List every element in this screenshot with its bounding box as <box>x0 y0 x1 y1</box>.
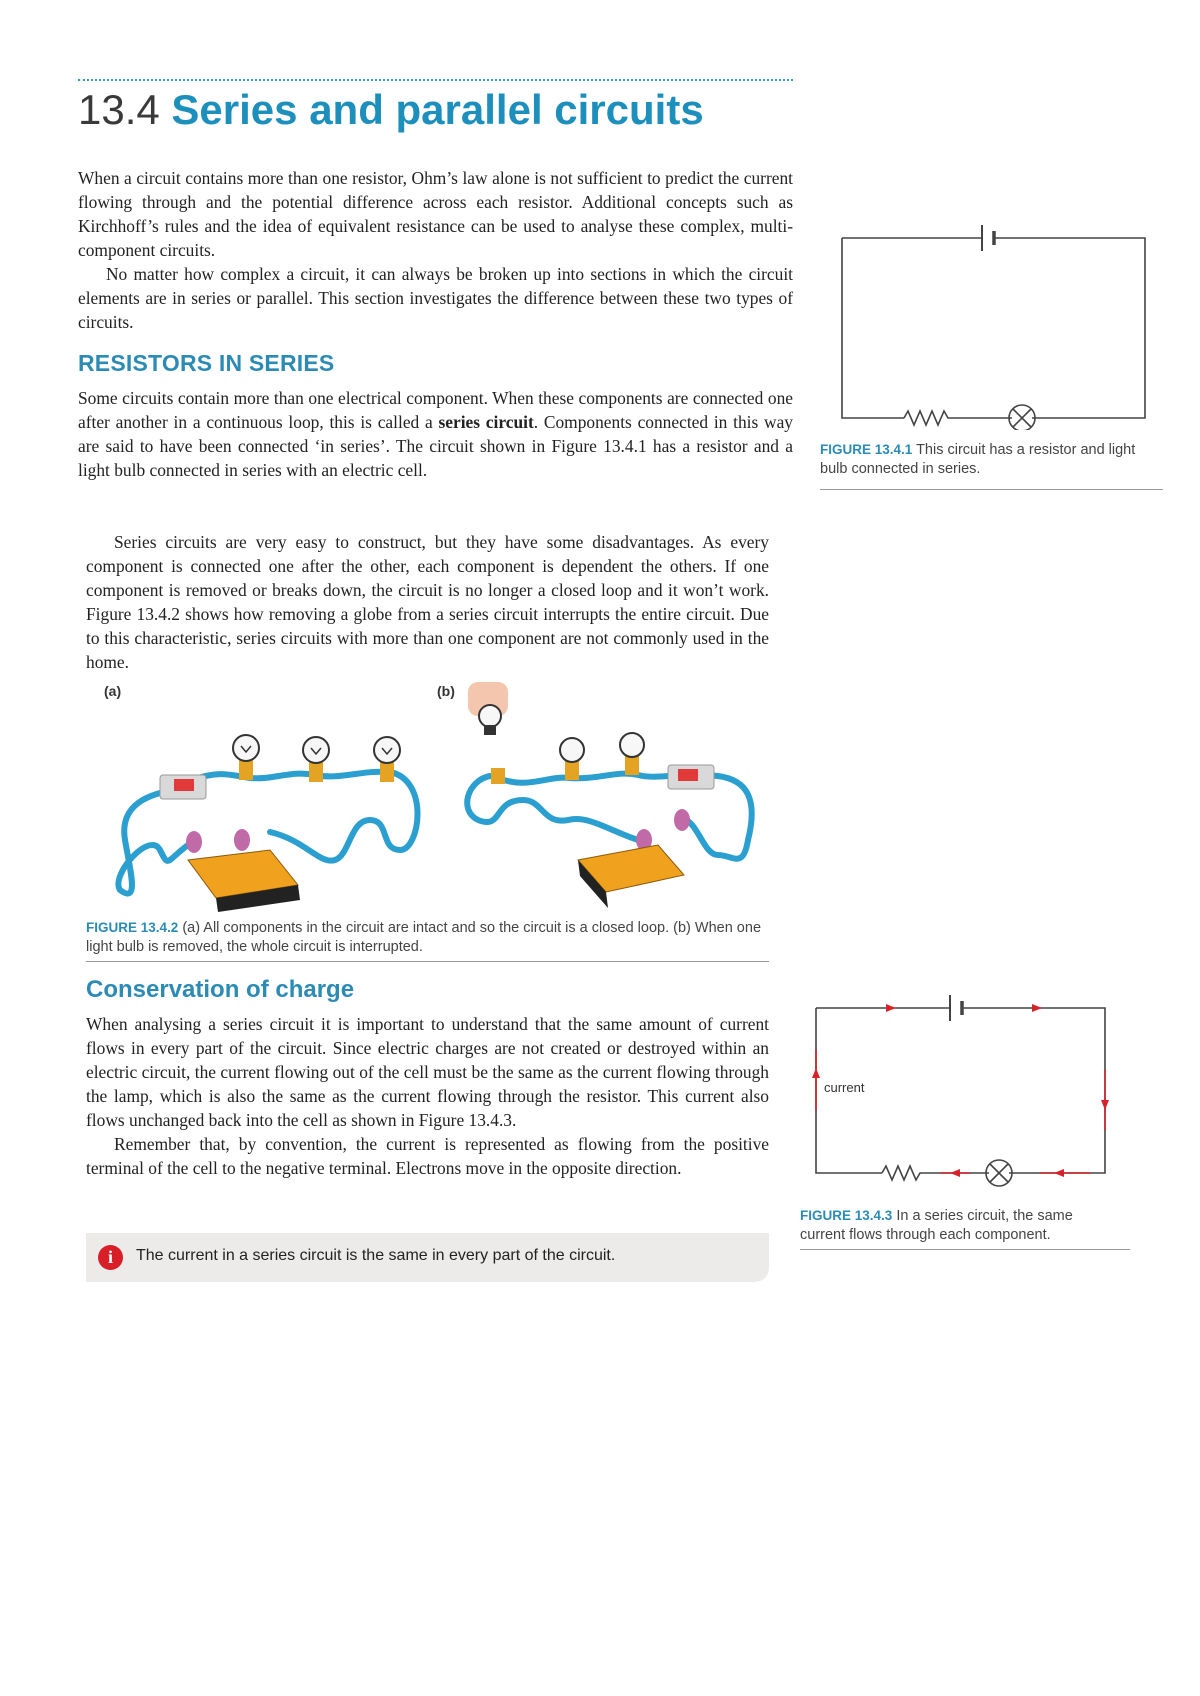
figure-13-4-2-label: FIGURE 13.4.2 <box>86 920 179 935</box>
series-paragraph-2-block <box>86 530 769 674</box>
section-title <box>78 86 704 134</box>
conservation-paragraph-1: When analysing a series circuit it is important to understand that the same amount of current flows in every part of the circuit. Since electric charges are not created or destroyed within an electric circuit, the current flowing out of the cell must be the same as the current flowing through the lamp, which is also the same as the current flowing through the resistor. This current also flows unchanged back into the cell as shown in Figure 13.4.3. <box>86 1014 769 1130</box>
panel-a-label: (a) <box>104 683 122 699</box>
lamp-symbol-2 <box>986 1160 1012 1186</box>
battery-b <box>578 845 684 908</box>
figure-13-4-3-rule <box>800 1249 1130 1250</box>
key-point-callout <box>86 1233 769 1282</box>
conservation-paragraph-2: Remember that, by convention, the current is represented as flowing from the positive terminal of the cell to the negative terminal. Electrons move in the opposite direction. <box>86 1134 769 1178</box>
clip-b-right <box>674 809 690 831</box>
figure-13-4-1-text: This circuit has a resistor and light bulb connected in series. <box>820 442 1136 477</box>
bulb-b-1 <box>560 738 584 780</box>
current-arrow-top-right <box>1032 1004 1042 1012</box>
conservation-text <box>86 1012 769 1180</box>
lamp-symbol <box>1009 405 1035 430</box>
panel-b-label: (b) <box>437 683 455 699</box>
resistor-symbol <box>904 411 952 425</box>
section-name: Series and parallel circuits <box>171 86 704 133</box>
series-p1-start: Some circuits contain more than one electrical component. When these components are connected one after another in a continuous loop, this is called a <box>78 388 793 432</box>
info-icon: i <box>98 1245 123 1270</box>
figure-13-4-2-caption <box>86 918 769 957</box>
figure-13-4-2b-illustration <box>448 680 778 915</box>
resistor-symbol-2 <box>882 1166 928 1180</box>
series-circuit-term: series circuit <box>438 412 534 432</box>
wire-b-left <box>467 776 638 840</box>
figure-13-4-3-diagram <box>800 990 1130 1190</box>
figure-13-4-1-rule <box>820 489 1163 490</box>
intro-paragraph-2: No matter how complex a circuit, it can always be broken up into sections in which the circuit elements are in series or parallel. This section investigates the difference between these two types of circuits. <box>78 264 793 332</box>
switch-b <box>668 765 714 789</box>
clip-a-right <box>234 829 250 851</box>
battery-a <box>188 850 300 912</box>
wire-left <box>118 790 195 894</box>
intro-text <box>78 166 793 334</box>
intro-paragraph-1: When a circuit contains more than one resistor, Ohm’s law alone is not sufficient to predict the current flowing through and the potential difference across each resistor. Additional concepts such as Kirchhoff’s rules and the idea of equivalent resistance can be used to analyse these complex, multi-component circuits. <box>78 168 793 260</box>
hand-holding-bulb <box>468 682 508 735</box>
figure-13-4-2-rule <box>86 961 769 962</box>
series-p1-end: . Components connected in this way are said to have been connected ‘in series’. The circuit shown in Figure 13.4.1 has a resistor and a light bulb connected in series with an electric cell. <box>78 412 793 480</box>
header-dotted-rule <box>78 79 793 81</box>
figure-13-4-2a-illustration <box>100 700 430 915</box>
bulb-b-2 <box>620 733 644 775</box>
wire-right <box>192 772 418 861</box>
figure-13-4-3-label: FIGURE 13.4.3 <box>800 1208 893 1223</box>
figure-13-4-1-label: FIGURE 13.4.1 <box>820 442 913 457</box>
figure-13-4-1-diagram <box>820 210 1150 430</box>
heading-conservation-of-charge: Conservation of charge <box>86 976 355 1003</box>
clip-a-left <box>186 831 202 853</box>
figure-13-4-1-caption <box>820 440 1140 479</box>
current-arrow-top-left <box>886 1004 896 1012</box>
series-paragraph-2: Series circuits are very easy to construct, but they have some disadvantages. As every component is connected one after the other, each component is dependent the others. If one component is removed or breaks down, the circuit is no longer a closed loop and it won’t work. Figure 13.4.2 shows how removing a globe from a series circuit interrupts the entire circuit. Due to this characteristic, series circuits with more than one component are not commonly used in the home. <box>86 532 769 672</box>
figure-13-4-2-text: (a) All components in the circuit are intact and so the circuit is a closed loop. (b) When one light bulb is removed, the whole circuit is interrupted. <box>86 920 762 955</box>
callout-text: The current in a series circuit is the same in every part of the circuit. <box>136 1247 616 1264</box>
heading-resistors-in-series: RESISTORS IN SERIES <box>78 350 335 376</box>
series-paragraph-1 <box>78 386 793 482</box>
figure-13-4-3-text: In a series circuit, the same current flows through each component. <box>800 1208 1073 1243</box>
switch-a <box>160 775 206 799</box>
empty-socket <box>491 768 505 784</box>
circuit-wire <box>842 238 1145 418</box>
section-number: 13.4 <box>78 86 160 133</box>
figure-13-4-3-caption <box>800 1206 1110 1245</box>
current-label: current <box>824 1080 865 1095</box>
